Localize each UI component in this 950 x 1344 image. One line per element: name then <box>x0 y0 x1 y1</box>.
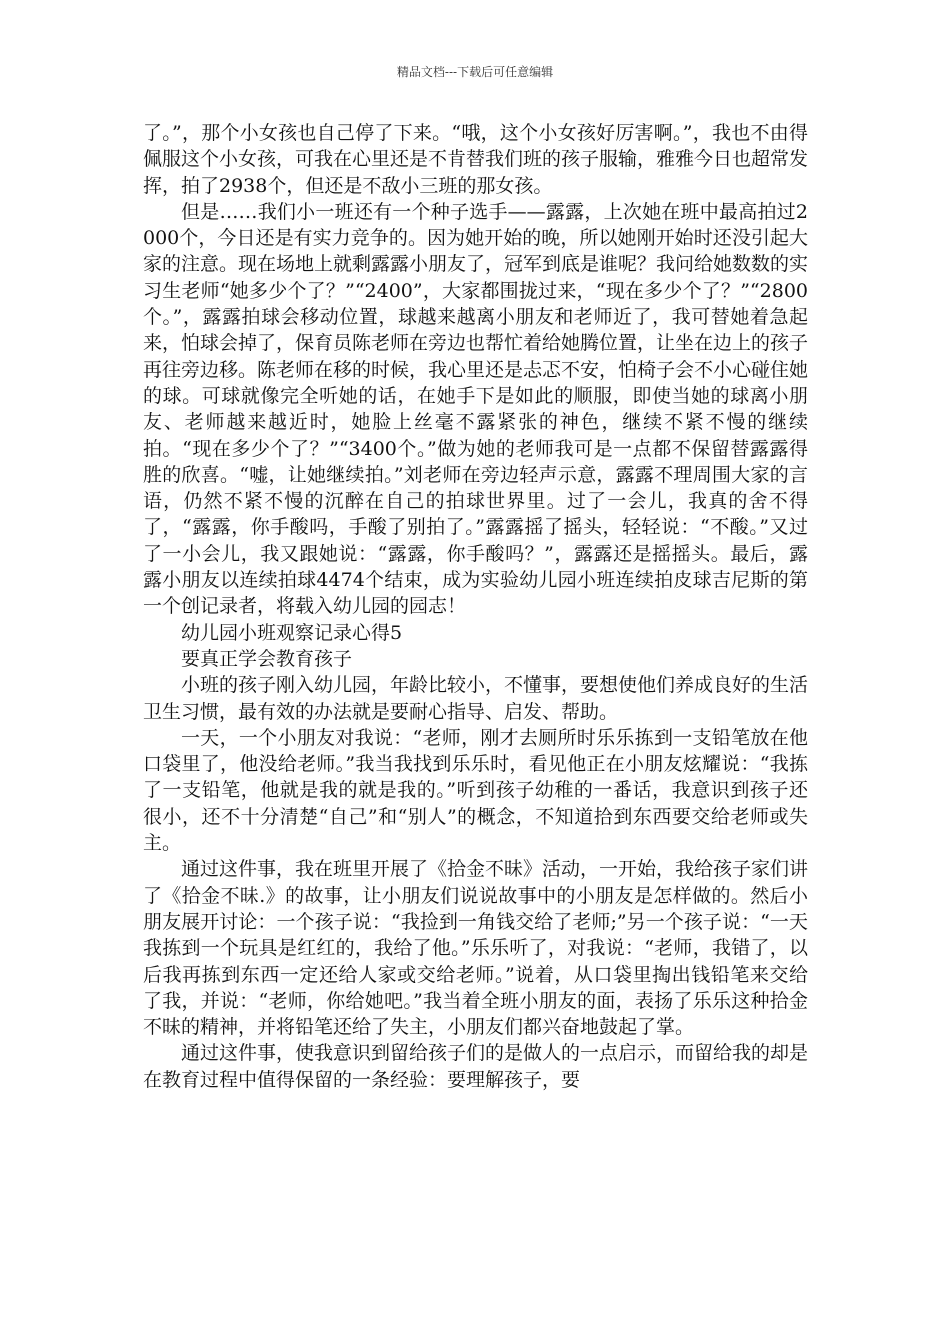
page-header: 精品文档---下载后可任意编辑 <box>396 65 554 79</box>
paragraph: 但是……我们小一班还有一个种子选手——露露，上次她在班中最高拍过2000个，今日还是有实力竞争的。因为她开始的晚，所以她刚开始时还没引起大家的注意。现在场地上就剩露露小朋友了，冠军到底是谁呢？我问给她数数的实习生老师“她多少个了？”“2400”，大家都围拢过来，“现在多少个了？”“2800个。”，露露拍球会移动位置，球越来越离小朋友和老师近了，我可替她着急起来，怕球会掉了，保育员陈老师在旁边也帮忙着给她腾位置，让坐在边上的孩子再往旁边移。陈老师在移的时候，我心里还是忐忑不安，怕椅子会不小心碰住她的球。可球就像完全听她的话，在她手下是如此的顺服，即使当她的球离小朋友、老师越来越近时，她脸上丝毫不露紧张的神色，继续不紧不慢的继续拍。“现在多少个了？”“3400个。”做为她的老师我可是一点都不保留替露露得胜的欣喜。“嘘，让她继续拍。”刘老师在旁边轻声示意，露露不理周围大家的言语，仍然不紧不慢的沉醉在自己的拍球世界里。过了一会儿，我真的舍不得了，“露露，你手酸吗，手酸了别拍了。”露露摇了摇头，轻轻说：“不酸。”又过了一小会儿，我又跟她说：“露露，你手酸吗？”，露露还是摇摇头。最后，露露小朋友以连续拍球4474个结束，成为实验幼儿园小班连续拍皮球吉尼斯的第一个创记录者，将载入幼儿园的园志！ <box>143 200 809 618</box>
article-title: 要真正学会教育孩子 <box>181 647 353 670</box>
paragraph: 通过这件事，我在班里开展了《拾金不昧》活动，一开始，我给孩子家们讲了《拾金不昧.》的故事，让小朋友们说说故事中的小朋友是怎样做的。然后小朋友展开讨论：一个孩子说：“我捡到一角钱交给了老师;”另一个孩子说：“一天我拣到一个玩具是红红的，我给了他。”乐乐听了，对我说：“老师，我错了，以后我再拣到东西一定还给人家或交给老师。”说着，从口袋里掏出钱铅笔来交给了我，并说：“老师，你给她吧。”我当着全班小朋友的面，表扬了乐乐这种拾金不昧的精神，并将铅笔还给了失主，小朋友们都兴奋地鼓起了掌。 <box>143 858 809 1039</box>
paragraph: 一天，一个小朋友对我说：“老师，刚才去厕所时乐乐拣到一支铅笔放在他口袋里了，他没给老师。”我当我找到乐乐时，看见他正在小朋友炫耀说：“我拣了一支铅笔，他就是我的就是我的。”听到孩子幼稚的一番话，我意识到孩子还很小，还不十分清楚“自己”和“别人”的概念，不知道拾到东西要交给老师或失主。 <box>143 726 808 855</box>
paragraph: 了。”，那个小女孩也自己停了下来。“哦，这个小女孩好厉害啊。”，我也不由得佩服这个小女孩，可我在心里还是不肯替我们班的孩子服输，雅雅今日也超常发挥，拍了2938个，但还是不敌小三班的那女孩。 <box>143 122 809 197</box>
paragraph: 小班的孩子刚入幼儿园，年龄比较小，不懂事，要想使他们养成良好的生活卫生习惯，最有效的办法就是要耐心指导、启发、帮助。 <box>143 674 809 723</box>
paragraph: 通过这件事，使我意识到留给孩子们的是做人的一点启示，而留给我的却是在教育过程中值得保留的一条经验：要理解孩子，要 <box>143 1042 809 1091</box>
section-heading: 幼儿园小班观察记录心得5 <box>181 621 403 644</box>
document-body <box>143 120 808 1093</box>
